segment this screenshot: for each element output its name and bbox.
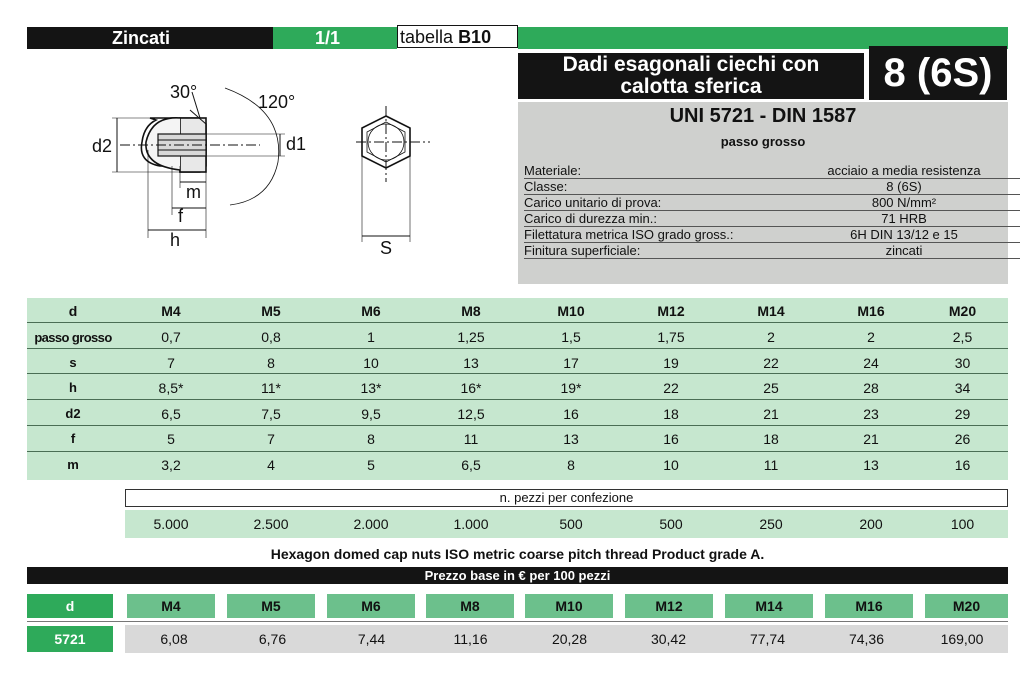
thread-type: passo grosso	[720, 134, 806, 149]
table-cell: 23	[863, 406, 879, 422]
table-cell: 18	[663, 406, 679, 422]
label-h: h	[170, 230, 181, 250]
packaging-value: 500	[559, 516, 583, 532]
table-cell: 24	[863, 355, 879, 371]
table-cell: 19	[663, 355, 679, 371]
spec-label: Carico di durezza min.:	[524, 211, 657, 226]
table-cell: 26	[954, 431, 971, 447]
label-d2: d2	[92, 136, 113, 156]
header-page-cell	[273, 27, 397, 49]
column-header: M5	[261, 303, 281, 319]
spec-value: 800 N/mm²	[871, 195, 937, 210]
page-number: 1/1	[315, 28, 341, 48]
table-cell: 22	[763, 355, 779, 371]
spec-row	[524, 228, 1020, 243]
label-120-degree: 120°	[258, 92, 296, 112]
table-cell: 29	[954, 406, 971, 422]
packaging-row	[125, 510, 1008, 538]
table-cell: 2	[867, 329, 875, 345]
column-header: M4	[161, 303, 181, 319]
column-header: M20	[948, 303, 977, 319]
table-cell: 16	[563, 406, 579, 422]
price-header-d: d	[27, 594, 113, 618]
product-title	[518, 53, 864, 99]
table-cell: 21	[763, 406, 779, 422]
table-cell: 30	[954, 355, 971, 371]
nut-drawing	[80, 70, 480, 270]
header-bar	[27, 27, 273, 49]
table-cell: 18	[763, 431, 779, 447]
price-separator	[27, 621, 1008, 622]
price-value: 11,16	[421, 625, 520, 653]
table-cell: 34	[954, 380, 971, 396]
price-value: 6,08	[125, 625, 223, 653]
table-code: B10	[458, 27, 492, 47]
price-value: 169,00	[916, 625, 1008, 653]
column-header: M6	[361, 303, 381, 319]
grade-badge: 8 (6S)	[869, 46, 1007, 100]
packaging-value: 100	[950, 516, 975, 532]
price-column-header: M16	[825, 594, 913, 618]
title-line-1: Dadi esagonali ciechi con	[562, 53, 820, 76]
packaging-label: n. pezzi per confezione	[125, 489, 1008, 507]
row-label: s	[69, 355, 77, 370]
packaging-value: 2.000	[353, 516, 389, 532]
row-label: d2	[65, 406, 81, 421]
spec-value: 6H DIN 13/12 e 15	[850, 227, 958, 242]
table-cell: 7	[267, 431, 275, 447]
label-m: m	[186, 182, 201, 202]
price-column-header: M14	[725, 594, 813, 618]
packaging-value: 200	[859, 516, 883, 532]
table-cell: 0,7	[161, 329, 181, 345]
table-cell: 12,5	[457, 406, 485, 422]
row-label: f	[70, 431, 76, 446]
column-header: M10	[557, 303, 585, 319]
row-label: h	[69, 380, 77, 395]
column-header: M12	[657, 303, 685, 319]
spec-value: 71 HRB	[881, 211, 927, 226]
table-cell: 6,5	[461, 457, 481, 473]
table-cell: 8	[267, 355, 275, 371]
price-value: 6,76	[223, 625, 322, 653]
table-cell: 11*	[261, 380, 281, 396]
table-cell: 2	[767, 329, 775, 345]
table-label	[397, 25, 518, 48]
standard-title: UNI 5721 - DIN 1587	[669, 105, 857, 127]
price-value: 7,44	[322, 625, 421, 653]
english-caption: Hexagon domed cap nuts ISO metric coarse pitch thread Product grade A.	[270, 546, 765, 562]
table-cell: 4	[267, 457, 275, 473]
price-column-header: M8	[426, 594, 514, 618]
table-cell: 17	[563, 355, 579, 371]
table-cell: 11	[463, 431, 479, 447]
price-column-header: M10	[525, 594, 613, 618]
price-column-header: M20	[925, 594, 1008, 618]
table-cell: 5	[367, 457, 375, 473]
label-f: f	[178, 206, 184, 226]
column-header: M16	[857, 303, 885, 319]
table-cell: 2,5	[952, 329, 973, 345]
table-cell: 1,25	[457, 329, 485, 345]
label-s: S	[380, 238, 393, 258]
label-d1: d1	[286, 134, 307, 154]
table-cell: 5	[167, 431, 175, 447]
packaging-value: 250	[759, 516, 783, 532]
table-cell: 8	[367, 431, 375, 447]
table-cell: 7,5	[261, 406, 281, 422]
spec-label: Filettatura metrica ISO grado gross.:	[524, 227, 734, 242]
table-cell: 6,5	[161, 406, 181, 422]
table-cell: 7	[167, 355, 175, 371]
title-line-2: calotta sferica	[620, 75, 762, 98]
table-cell: 16	[954, 457, 971, 473]
table-cell: 21	[863, 431, 879, 447]
table-cell: 9,5	[361, 406, 381, 422]
row-label: passo grosso	[34, 330, 112, 345]
spec-value: zincati	[885, 243, 923, 258]
packaging-value: 5.000	[153, 516, 189, 532]
table-cell: 11	[763, 457, 779, 473]
dimensions-table	[27, 298, 1008, 480]
packaging-value: 1.000	[453, 516, 489, 532]
spec-row	[524, 244, 1020, 259]
packaging-value: 2.500	[253, 516, 289, 532]
price-value: 20,28	[520, 625, 619, 653]
column-header: M14	[757, 303, 785, 319]
price-code: 5721	[27, 626, 113, 652]
spec-row	[524, 196, 1020, 211]
spec-label: Materiale:	[524, 163, 582, 178]
table-cell: 19*	[560, 380, 582, 396]
price-column-header: M12	[625, 594, 713, 618]
label-30-degree: 30°	[170, 82, 198, 102]
price-title-bar: Prezzo base in € per 100 pezzi	[27, 567, 1008, 584]
table-cell: 8	[567, 457, 575, 473]
table-cell: 3,2	[161, 457, 181, 473]
spec-label: Carico unitario di prova:	[524, 195, 662, 210]
table-cell: 1	[367, 329, 375, 345]
price-column-header: M5	[227, 594, 315, 618]
price-column-header: M6	[327, 594, 415, 618]
table-cell: 13	[463, 355, 479, 371]
column-header: M8	[461, 303, 481, 319]
table-cell: 10	[663, 457, 679, 473]
spec-row	[524, 180, 1020, 195]
spec-value: 8 (6S)	[886, 179, 922, 194]
table-cell: 25	[763, 380, 779, 396]
table-cell: 8,5*	[158, 380, 184, 396]
table-cell: 13	[563, 431, 579, 447]
price-column-header: M4	[127, 594, 215, 618]
table-cell: 1,75	[657, 329, 685, 345]
table-prefix: tabella	[400, 27, 454, 47]
table-cell: 13*	[360, 380, 382, 396]
table-cell: 28	[863, 380, 879, 396]
table-cell: 22	[663, 380, 679, 396]
spec-panel	[518, 102, 1008, 284]
table-cell: 13	[863, 457, 879, 473]
price-value: 30,42	[619, 625, 718, 653]
table-cell: 1,5	[561, 329, 581, 345]
spec-row	[524, 164, 1020, 179]
packaging-value: 500	[659, 516, 683, 532]
table-cell: 16	[663, 431, 679, 447]
table-cell: 10	[363, 355, 379, 371]
price-value: 74,36	[817, 625, 916, 653]
price-value: 77,74	[718, 625, 817, 653]
spec-label: Finitura superficiale:	[524, 243, 641, 258]
row-label: m	[67, 457, 79, 472]
table-header-d: d	[68, 303, 78, 319]
spec-value: acciaio a media resistenza	[827, 163, 981, 178]
table-cell: 0,8	[261, 329, 281, 345]
spec-label: Classe:	[524, 179, 568, 194]
table-cell: 16*	[460, 380, 482, 396]
spec-row	[524, 212, 1020, 227]
category-label: Zincati	[112, 28, 171, 48]
